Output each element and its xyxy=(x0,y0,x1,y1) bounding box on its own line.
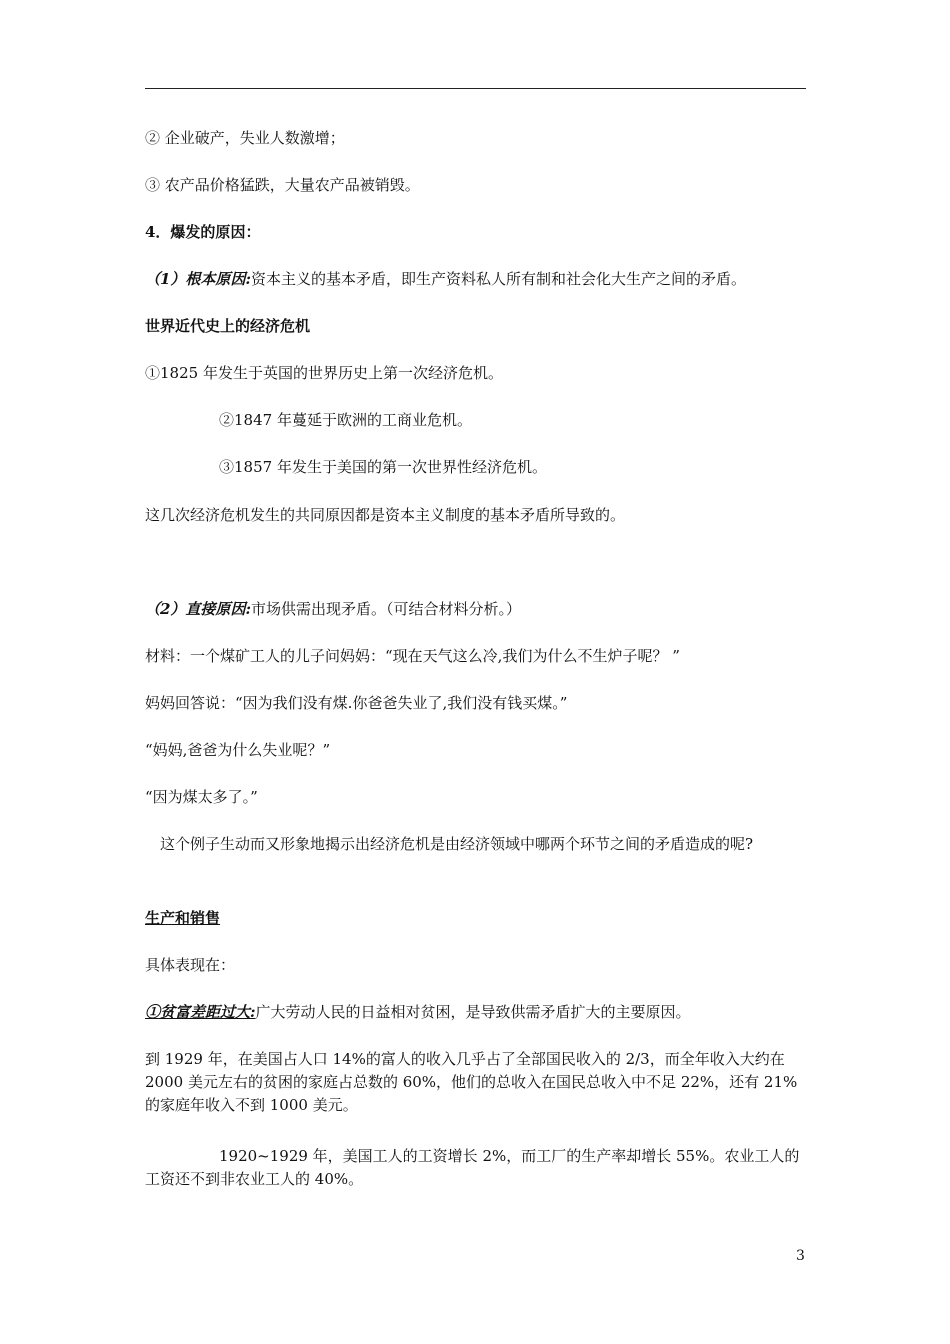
answer-production-sales: 生产和销售 xyxy=(145,909,221,927)
wage-statistics: 1920~1929 年，美国工人的工资增长 2%，而工厂的生产率却增长 55%。农业工人的工资还不到非农业工人的 40%。 xyxy=(145,1147,800,1188)
root-cause-paragraph xyxy=(145,268,810,291)
material-line-4: “因为煤太多了。” xyxy=(145,788,258,806)
material-line-2: 妈妈回答说：“因为我们没有煤.你爸爸失业了,我们没有钱买煤。” xyxy=(145,694,568,712)
crisis-item-1: ①1825 年发生于英国的世界历史上第一次经济危机。 xyxy=(145,364,503,382)
list-item-3: ③ 农产品价格猛跌，大量农产品被销毁。 xyxy=(145,176,420,194)
header-rule xyxy=(145,88,806,89)
example-question: 这个例子生动而又形象地揭示出经济危机是由经济领域中哪两个环节之间的矛盾造成的呢? xyxy=(160,835,754,853)
list-item-2: ② 企业破产，失业人数激增； xyxy=(145,129,345,147)
page-number: 3 xyxy=(796,1248,805,1264)
crisis-item-2: ②1847 年蔓延于欧洲的工商业危机。 xyxy=(219,411,472,429)
income-statistics: 到 1929 年，在美国占人口 14%的富人的收入几乎占了全部国民收入的 2/3，而全年收入大约在 2000 美元左右的贫困的家庭占总数的 60%，他们的总收入在国民总收入中不足 22%，还有 21%的家庭年收入不到 1000 美元。 xyxy=(145,1050,798,1114)
section-heading-causes: 4．爆发的原因： xyxy=(145,223,261,241)
direct-cause-text: 市场供需出现矛盾。（可结合材料分析。） xyxy=(250,600,521,618)
material-line-1: 材料：一个煤矿工人的儿子问妈妈：“现在天气这么冷,我们为什么不生炉子呢？ ” xyxy=(145,647,680,665)
crisis-item-3: ③1857 年发生于美国的第一次世界性经济危机。 xyxy=(219,458,547,476)
direct-cause-label: （2）直接原因: xyxy=(145,600,251,618)
subheading-modern-crises: 世界近代史上的经济危机 xyxy=(145,317,311,335)
crisis-summary: 这几次经济危机发生的共同原因都是资本主义制度的基本矛盾所导致的。 xyxy=(145,506,626,524)
specific-manifestation: 具体表现在： xyxy=(145,956,236,974)
root-cause-label: （1）根本原因: xyxy=(145,270,251,288)
wealth-gap-text: 广大劳动人民的日益相对贫困，是导致供需矛盾扩大的主要原因。 xyxy=(255,1003,691,1021)
direct-cause-paragraph xyxy=(145,598,810,621)
material-line-3: “妈妈,爸爸为什么失业呢？” xyxy=(145,741,331,759)
wealth-gap-paragraph xyxy=(145,1001,810,1024)
root-cause-text: 资本主义的基本矛盾，即生产资料私人所有制和社会化大生产之间的矛盾。 xyxy=(250,270,746,288)
wealth-gap-label: ①贫富差距过大: xyxy=(145,1003,256,1021)
